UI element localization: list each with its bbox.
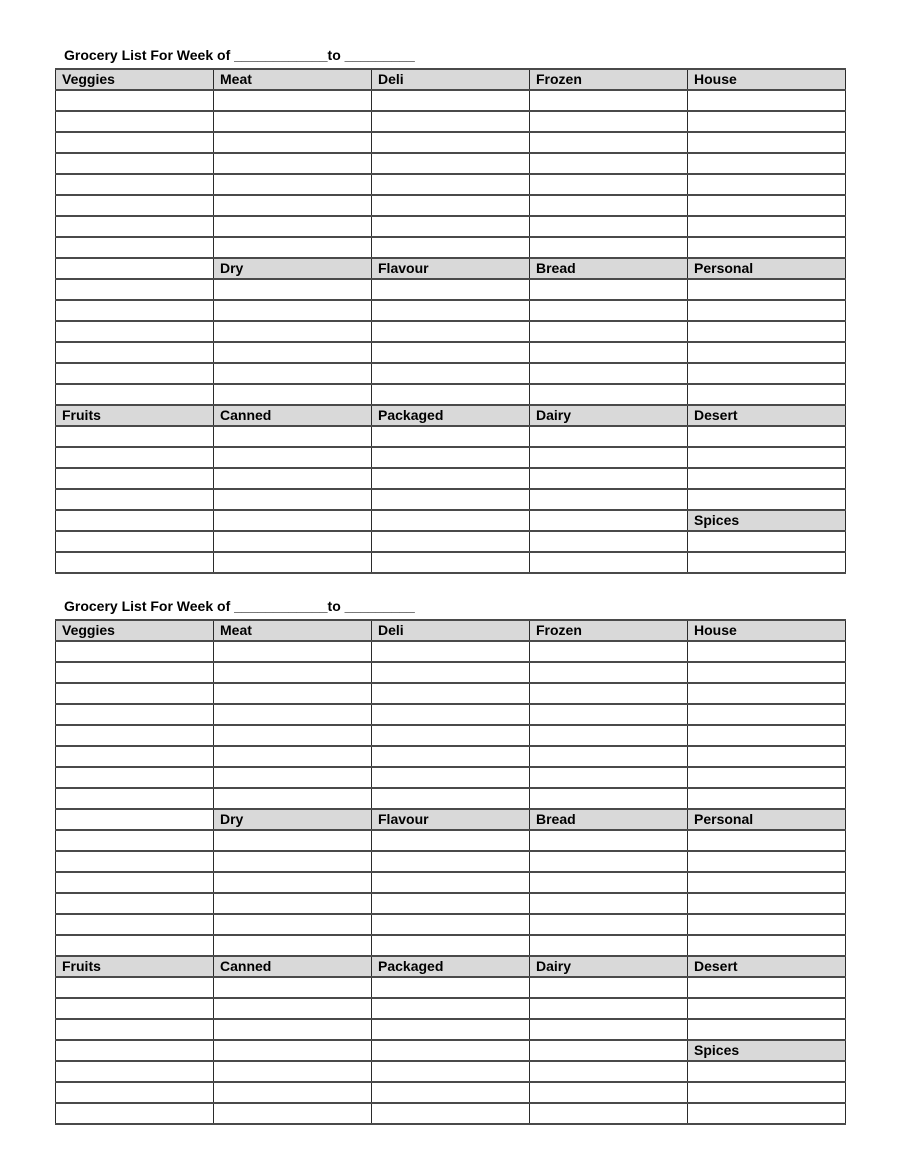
empty-cell <box>530 237 688 258</box>
blank-row <box>56 788 846 809</box>
empty-cell <box>372 1082 530 1103</box>
empty-cell <box>56 531 214 552</box>
empty-cell <box>688 1019 846 1040</box>
empty-cell <box>214 489 372 510</box>
empty-cell <box>56 300 214 321</box>
empty-cell <box>530 1040 688 1061</box>
empty-cell <box>214 830 372 851</box>
empty-cell <box>688 321 846 342</box>
empty-cell <box>530 872 688 893</box>
blank-row <box>56 1061 846 1082</box>
list-title: Grocery List For Week of ____________to _________ <box>64 598 415 614</box>
blank-row <box>56 216 846 237</box>
empty-cell <box>372 830 530 851</box>
section-header-cell: Bread <box>530 809 688 830</box>
empty-cell <box>372 683 530 704</box>
empty-cell <box>530 426 688 447</box>
empty-cell <box>530 704 688 725</box>
empty-cell <box>688 468 846 489</box>
blank-row <box>56 1082 846 1103</box>
empty-cell <box>214 426 372 447</box>
empty-cell <box>688 237 846 258</box>
blank-row <box>56 767 846 788</box>
empty-cell <box>530 153 688 174</box>
empty-cell <box>530 321 688 342</box>
empty-cell <box>56 363 214 384</box>
column-header-row <box>56 620 846 641</box>
empty-cell <box>56 279 214 300</box>
blank-row <box>56 1019 846 1040</box>
empty-cell <box>688 153 846 174</box>
section-header-row <box>56 258 846 279</box>
empty-cell <box>56 468 214 489</box>
blank-row <box>56 872 846 893</box>
empty-cell <box>214 195 372 216</box>
empty-cell <box>214 1103 372 1124</box>
empty-cell <box>372 725 530 746</box>
empty-cell <box>530 489 688 510</box>
empty-cell <box>214 279 372 300</box>
empty-cell <box>56 1103 214 1124</box>
blank-row <box>56 468 846 489</box>
empty-cell <box>214 216 372 237</box>
empty-cell <box>530 998 688 1019</box>
blank-row <box>56 195 846 216</box>
empty-cell <box>372 662 530 683</box>
empty-cell <box>214 132 372 153</box>
empty-cell <box>214 725 372 746</box>
empty-cell <box>56 1082 214 1103</box>
empty-cell <box>688 342 846 363</box>
section-header-cell: Spices <box>688 510 846 531</box>
empty-cell <box>530 300 688 321</box>
empty-cell <box>372 552 530 573</box>
section-header-cell: Canned <box>214 956 372 977</box>
section-header-cell: Packaged <box>372 405 530 426</box>
blank-row <box>56 531 846 552</box>
empty-cell <box>530 1082 688 1103</box>
empty-cell <box>56 237 214 258</box>
empty-cell <box>56 258 214 279</box>
column-header-cell: Meat <box>214 69 372 90</box>
empty-cell <box>688 641 846 662</box>
blank-row <box>56 914 846 935</box>
empty-cell <box>214 300 372 321</box>
empty-cell <box>214 935 372 956</box>
empty-cell <box>688 893 846 914</box>
empty-cell <box>372 384 530 405</box>
empty-cell <box>530 788 688 809</box>
empty-cell <box>372 914 530 935</box>
grocery-table <box>55 68 846 574</box>
empty-cell <box>372 872 530 893</box>
empty-cell <box>214 363 372 384</box>
section-header-cell: Personal <box>688 258 846 279</box>
empty-cell <box>530 447 688 468</box>
section-header-row <box>56 809 846 830</box>
empty-cell <box>56 489 214 510</box>
empty-cell <box>56 90 214 111</box>
empty-cell <box>688 1061 846 1082</box>
column-header-cell: House <box>688 620 846 641</box>
empty-cell <box>56 426 214 447</box>
column-header-cell: Veggies <box>56 620 214 641</box>
blank-row <box>56 641 846 662</box>
blank-row <box>56 279 846 300</box>
empty-cell <box>214 914 372 935</box>
empty-cell <box>56 153 214 174</box>
blank-row <box>56 683 846 704</box>
empty-cell <box>372 342 530 363</box>
empty-cell <box>214 1061 372 1082</box>
empty-cell <box>688 998 846 1019</box>
empty-cell <box>56 788 214 809</box>
empty-cell <box>372 788 530 809</box>
blank-row <box>56 153 846 174</box>
blank-row <box>56 1103 846 1124</box>
empty-cell <box>530 342 688 363</box>
empty-cell <box>688 767 846 788</box>
empty-cell <box>688 279 846 300</box>
empty-cell <box>56 704 214 725</box>
blank-row <box>56 174 846 195</box>
empty-cell <box>372 321 530 342</box>
empty-cell <box>56 872 214 893</box>
empty-cell <box>214 447 372 468</box>
blank-row <box>56 237 846 258</box>
empty-cell <box>530 384 688 405</box>
section-header-cell: Dairy <box>530 405 688 426</box>
empty-cell <box>372 767 530 788</box>
empty-cell <box>56 321 214 342</box>
empty-cell <box>372 1040 530 1061</box>
empty-cell <box>372 851 530 872</box>
spices-header-row <box>56 510 846 531</box>
section-header-cell: Fruits <box>56 405 214 426</box>
empty-cell <box>372 237 530 258</box>
blank-row <box>56 662 846 683</box>
empty-cell <box>372 746 530 767</box>
blank-row <box>56 935 846 956</box>
empty-cell <box>372 468 530 489</box>
empty-cell <box>56 195 214 216</box>
empty-cell <box>688 111 846 132</box>
blank-row <box>56 725 846 746</box>
empty-cell <box>56 683 214 704</box>
section-header-row <box>56 956 846 977</box>
blank-row <box>56 384 846 405</box>
empty-cell <box>56 132 214 153</box>
empty-cell <box>214 321 372 342</box>
empty-cell <box>214 998 372 1019</box>
column-header-row <box>56 69 846 90</box>
blank-row <box>56 998 846 1019</box>
empty-cell <box>372 998 530 1019</box>
empty-cell <box>688 830 846 851</box>
empty-cell <box>56 447 214 468</box>
empty-cell <box>688 531 846 552</box>
empty-cell <box>688 132 846 153</box>
empty-cell <box>530 132 688 153</box>
section-header-cell: Flavour <box>372 809 530 830</box>
empty-cell <box>530 216 688 237</box>
empty-cell <box>688 662 846 683</box>
empty-cell <box>688 90 846 111</box>
empty-cell <box>214 531 372 552</box>
blank-row <box>56 426 846 447</box>
empty-cell <box>688 195 846 216</box>
empty-cell <box>56 830 214 851</box>
empty-cell <box>688 384 846 405</box>
blank-row <box>56 447 846 468</box>
empty-cell <box>56 893 214 914</box>
blank-row <box>56 489 846 510</box>
list-title: Grocery List For Week of ____________to _________ <box>64 47 415 63</box>
empty-cell <box>530 935 688 956</box>
empty-cell <box>372 195 530 216</box>
empty-cell <box>530 111 688 132</box>
section-header-cell: Desert <box>688 956 846 977</box>
empty-cell <box>214 174 372 195</box>
empty-cell <box>372 977 530 998</box>
empty-cell <box>214 468 372 489</box>
empty-cell <box>372 300 530 321</box>
empty-cell <box>530 851 688 872</box>
section-header-cell: Fruits <box>56 956 214 977</box>
empty-cell <box>530 468 688 489</box>
empty-cell <box>372 111 530 132</box>
empty-cell <box>530 893 688 914</box>
empty-cell <box>214 788 372 809</box>
grocery-list-section-2 <box>55 598 845 1125</box>
section-header-cell: Bread <box>530 258 688 279</box>
blank-row <box>56 893 846 914</box>
empty-cell <box>372 426 530 447</box>
empty-cell <box>688 552 846 573</box>
empty-cell <box>214 510 372 531</box>
empty-cell <box>214 153 372 174</box>
section-header-cell: Personal <box>688 809 846 830</box>
empty-cell <box>372 153 530 174</box>
empty-cell <box>214 111 372 132</box>
blank-row <box>56 851 846 872</box>
empty-cell <box>688 872 846 893</box>
empty-cell <box>372 279 530 300</box>
empty-cell <box>372 531 530 552</box>
section-header-cell: Dry <box>214 258 372 279</box>
blank-row <box>56 342 846 363</box>
empty-cell <box>688 725 846 746</box>
empty-cell <box>56 767 214 788</box>
empty-cell <box>688 914 846 935</box>
section-header-cell: Spices <box>688 1040 846 1061</box>
empty-cell <box>530 531 688 552</box>
empty-cell <box>372 489 530 510</box>
empty-cell <box>56 977 214 998</box>
empty-cell <box>688 851 846 872</box>
empty-cell <box>372 1019 530 1040</box>
blank-row <box>56 977 846 998</box>
empty-cell <box>688 363 846 384</box>
empty-cell <box>530 830 688 851</box>
grocery-table <box>55 619 846 1125</box>
spices-header-row <box>56 1040 846 1061</box>
empty-cell <box>56 809 214 830</box>
empty-cell <box>688 704 846 725</box>
empty-cell <box>372 704 530 725</box>
empty-cell <box>214 237 372 258</box>
empty-cell <box>56 914 214 935</box>
column-header-cell: Meat <box>214 620 372 641</box>
empty-cell <box>530 725 688 746</box>
empty-cell <box>688 977 846 998</box>
empty-cell <box>688 216 846 237</box>
blank-row <box>56 132 846 153</box>
empty-cell <box>372 1103 530 1124</box>
empty-cell <box>214 746 372 767</box>
empty-cell <box>688 447 846 468</box>
empty-cell <box>372 1061 530 1082</box>
empty-cell <box>530 914 688 935</box>
empty-cell <box>56 1061 214 1082</box>
empty-cell <box>56 1019 214 1040</box>
blank-row <box>56 300 846 321</box>
empty-cell <box>214 1082 372 1103</box>
empty-cell <box>372 641 530 662</box>
empty-cell <box>56 998 214 1019</box>
empty-cell <box>530 977 688 998</box>
empty-cell <box>372 174 530 195</box>
column-header-cell: Veggies <box>56 69 214 90</box>
blank-row <box>56 90 846 111</box>
empty-cell <box>56 384 214 405</box>
empty-cell <box>214 641 372 662</box>
section-header-row <box>56 405 846 426</box>
empty-cell <box>530 1103 688 1124</box>
empty-cell <box>56 1040 214 1061</box>
blank-row <box>56 363 846 384</box>
empty-cell <box>530 1019 688 1040</box>
empty-cell <box>56 174 214 195</box>
empty-cell <box>56 111 214 132</box>
empty-cell <box>530 683 688 704</box>
column-header-cell: Frozen <box>530 69 688 90</box>
column-header-cell: Frozen <box>530 620 688 641</box>
empty-cell <box>688 174 846 195</box>
empty-cell <box>688 1103 846 1124</box>
empty-cell <box>372 90 530 111</box>
empty-cell <box>56 662 214 683</box>
empty-cell <box>688 788 846 809</box>
empty-cell <box>372 216 530 237</box>
empty-cell <box>688 683 846 704</box>
empty-cell <box>56 510 214 531</box>
section-header-cell: Canned <box>214 405 372 426</box>
empty-cell <box>214 872 372 893</box>
empty-cell <box>372 510 530 531</box>
column-header-cell: House <box>688 69 846 90</box>
empty-cell <box>530 90 688 111</box>
empty-cell <box>530 174 688 195</box>
empty-cell <box>688 300 846 321</box>
empty-cell <box>56 851 214 872</box>
blank-row <box>56 552 846 573</box>
section-header-cell: Flavour <box>372 258 530 279</box>
empty-cell <box>214 977 372 998</box>
empty-cell <box>214 1019 372 1040</box>
empty-cell <box>688 746 846 767</box>
empty-cell <box>530 279 688 300</box>
section-header-cell: Dairy <box>530 956 688 977</box>
empty-cell <box>214 704 372 725</box>
blank-row <box>56 746 846 767</box>
empty-cell <box>214 552 372 573</box>
empty-cell <box>530 767 688 788</box>
empty-cell <box>530 662 688 683</box>
empty-cell <box>530 363 688 384</box>
empty-cell <box>214 342 372 363</box>
empty-cell <box>56 641 214 662</box>
empty-cell <box>688 1082 846 1103</box>
empty-cell <box>214 90 372 111</box>
empty-cell <box>688 935 846 956</box>
empty-cell <box>372 893 530 914</box>
column-header-cell: Deli <box>372 620 530 641</box>
empty-cell <box>214 767 372 788</box>
empty-cell <box>214 662 372 683</box>
empty-cell <box>530 1061 688 1082</box>
empty-cell <box>214 893 372 914</box>
empty-cell <box>214 851 372 872</box>
empty-cell <box>372 935 530 956</box>
empty-cell <box>372 447 530 468</box>
empty-cell <box>372 363 530 384</box>
empty-cell <box>56 552 214 573</box>
section-header-cell: Packaged <box>372 956 530 977</box>
grocery-list-section-1 <box>55 47 845 574</box>
empty-cell <box>56 342 214 363</box>
empty-cell <box>214 683 372 704</box>
empty-cell <box>530 195 688 216</box>
empty-cell <box>530 746 688 767</box>
empty-cell <box>56 935 214 956</box>
empty-cell <box>56 725 214 746</box>
empty-cell <box>530 510 688 531</box>
empty-cell <box>688 426 846 447</box>
empty-cell <box>56 216 214 237</box>
empty-cell <box>530 552 688 573</box>
section-header-cell: Desert <box>688 405 846 426</box>
empty-cell <box>688 489 846 510</box>
section-header-cell: Dry <box>214 809 372 830</box>
column-header-cell: Deli <box>372 69 530 90</box>
blank-row <box>56 111 846 132</box>
empty-cell <box>214 1040 372 1061</box>
empty-cell <box>214 384 372 405</box>
empty-cell <box>56 746 214 767</box>
empty-cell <box>372 132 530 153</box>
empty-cell <box>530 641 688 662</box>
blank-row <box>56 704 846 725</box>
blank-row <box>56 830 846 851</box>
blank-row <box>56 321 846 342</box>
